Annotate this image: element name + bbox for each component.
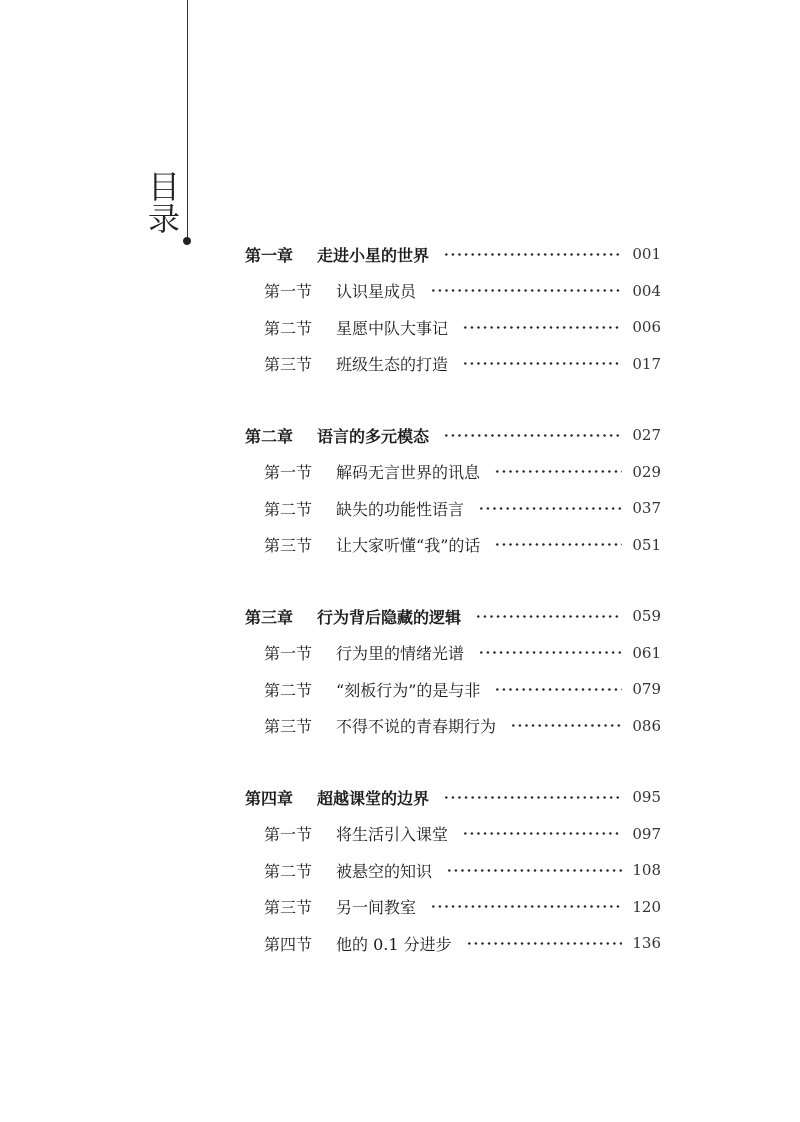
section-title: 认识星成员: [336, 282, 417, 302]
dot-leader: [462, 832, 622, 835]
section-entry[interactable]: [245, 708, 661, 745]
section-label: 第三节: [264, 717, 313, 737]
section-title: 缺失的功能性语言: [336, 499, 465, 519]
page-number: 006: [632, 318, 661, 337]
section-entry[interactable]: [245, 346, 661, 383]
chapter-label: 第三章: [245, 607, 294, 627]
section-entry[interactable]: [245, 816, 661, 853]
section-title: 另一间教室: [336, 898, 417, 918]
section-entry[interactable]: [245, 309, 661, 346]
section-title: 让大家听懂“我”的话: [336, 536, 481, 556]
dot-leader: [494, 543, 622, 546]
page-title: 目录: [143, 170, 181, 234]
section-title: 解码无言世界的讯息: [336, 463, 481, 483]
section-label: 第一节: [264, 825, 313, 845]
section-label: 第二节: [264, 680, 313, 700]
section-label: 第二节: [264, 861, 313, 881]
page-number: 120: [632, 897, 661, 916]
section-label: 第四节: [264, 934, 313, 954]
chapter-title: 行为背后隐藏的逻辑: [317, 607, 462, 627]
section-label: 第一节: [264, 644, 313, 664]
section-label: 第三节: [264, 898, 313, 918]
dot-leader: [443, 434, 622, 437]
chapter-label: 第四章: [245, 788, 294, 808]
page-number: 079: [632, 680, 661, 699]
page-number: 136: [632, 934, 661, 953]
dot-leader: [494, 470, 622, 473]
dot-leader: [443, 796, 622, 799]
dot-leader: [494, 688, 622, 691]
section-label: 第三节: [264, 355, 313, 375]
section-title: 行为里的情绪光谱: [336, 644, 465, 664]
chapter-entry[interactable]: [245, 236, 661, 273]
section-label: 第二节: [264, 499, 313, 519]
section-entry[interactable]: [245, 454, 661, 491]
page-number: 027: [632, 426, 661, 445]
dot-leader: [510, 724, 622, 727]
dot-leader: [443, 253, 622, 256]
dot-leader: [478, 651, 622, 654]
chapter-title: 走进小星的世界: [317, 245, 430, 265]
dot-leader: [462, 326, 622, 329]
page-number: 086: [632, 716, 661, 735]
page-number: 061: [632, 643, 661, 662]
section-title: 不得不说的青春期行为: [336, 717, 497, 737]
dot-leader: [446, 869, 622, 872]
section-entry[interactable]: [245, 635, 661, 672]
chapter-label: 第一章: [245, 245, 294, 265]
section-entry[interactable]: [245, 527, 661, 564]
toc-chapter-2: [245, 417, 661, 563]
page-number: 059: [632, 607, 661, 626]
page-number: 004: [632, 281, 661, 300]
section-title: 班级生态的打造: [336, 355, 449, 375]
decorative-vertical-line: [187, 0, 188, 240]
dot-leader: [430, 289, 622, 292]
section-title: 被悬空的知识: [336, 861, 433, 881]
toc-chapter-4: [245, 779, 661, 962]
toc-chapter-3: [245, 598, 661, 744]
section-label: 第二节: [264, 318, 313, 338]
section-entry[interactable]: [245, 671, 661, 708]
dot-leader: [475, 615, 622, 618]
dot-leader: [462, 362, 622, 365]
page-number: 017: [632, 354, 661, 373]
section-entry[interactable]: [245, 852, 661, 889]
toc-chapter-1: [245, 236, 661, 382]
page-number: 097: [632, 824, 661, 843]
section-entry[interactable]: [245, 925, 661, 962]
page-number: 051: [632, 535, 661, 554]
page-number: 029: [632, 462, 661, 481]
section-title: “刻板行为”的是与非: [336, 680, 481, 700]
page-number: 095: [632, 788, 661, 807]
dot-leader: [466, 942, 623, 945]
section-title: 将生活引入课堂: [336, 825, 449, 845]
section-label: 第一节: [264, 463, 313, 483]
dot-leader: [430, 905, 622, 908]
dot-leader: [478, 507, 622, 510]
chapter-title: 超越课堂的边界: [317, 788, 430, 808]
page-number: 037: [632, 499, 661, 518]
decorative-dot: [183, 237, 191, 245]
section-title: 星愿中队大事记: [336, 318, 449, 338]
section-title: 他的 0.1 分进步: [336, 934, 452, 954]
chapter-title: 语言的多元模态: [317, 426, 430, 446]
section-entry[interactable]: [245, 273, 661, 310]
page-number: 001: [632, 245, 661, 264]
section-label: 第一节: [264, 282, 313, 302]
chapter-entry[interactable]: [245, 598, 661, 635]
section-entry[interactable]: [245, 889, 661, 926]
chapter-label: 第二章: [245, 426, 294, 446]
table-of-contents: [245, 236, 661, 997]
page-number: 108: [632, 861, 661, 880]
chapter-entry[interactable]: [245, 417, 661, 454]
section-label: 第三节: [264, 536, 313, 556]
chapter-entry[interactable]: [245, 779, 661, 816]
section-entry[interactable]: [245, 490, 661, 527]
